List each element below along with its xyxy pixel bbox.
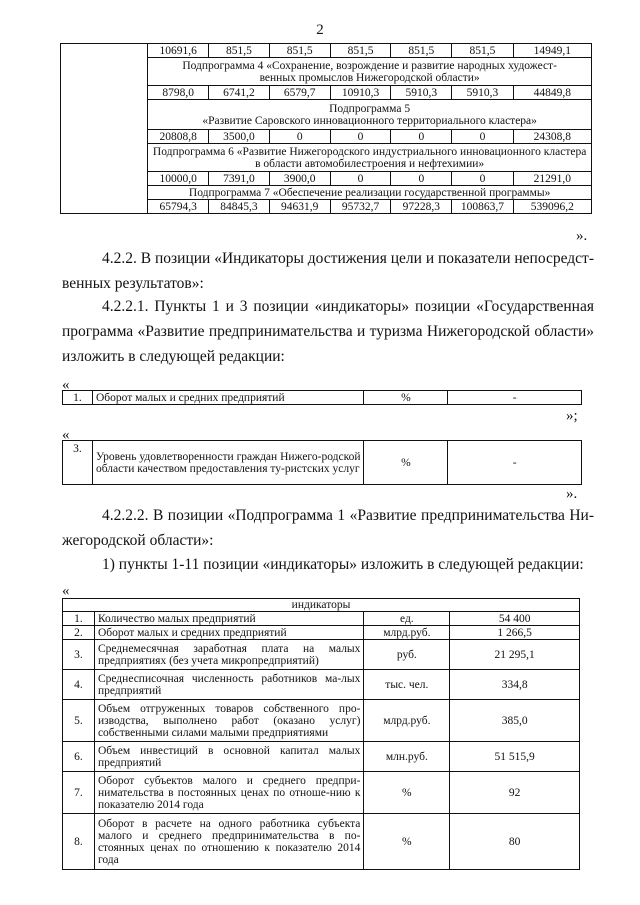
cell: 0 <box>452 172 513 186</box>
cell: 0 <box>391 130 452 144</box>
table-row <box>63 742 580 772</box>
row-number: 5. <box>63 700 95 742</box>
cell: 84845,3 <box>209 200 270 214</box>
indicator-unit: % <box>364 441 448 485</box>
cell: 8798,0 <box>148 86 209 100</box>
cell: 6579,7 <box>269 86 330 100</box>
row-number: 1. <box>63 391 93 405</box>
indicator-name: Количество малых предприятий <box>94 612 363 626</box>
cell: 10000,0 <box>148 172 209 186</box>
row-number: 3. <box>63 441 93 485</box>
left-blank-cell <box>61 44 148 214</box>
indicator-name: Оборот малых и средних предприятий <box>94 626 363 640</box>
cell: 20808,8 <box>148 130 209 144</box>
subprogram-5-name: «Развитие Саровского инновационного территориального кластера» <box>202 114 537 127</box>
cell: 5910,3 <box>452 86 513 100</box>
table-row <box>63 814 580 870</box>
indicator-unit: % <box>364 772 450 814</box>
opening-quote: « <box>62 583 70 599</box>
indicator-name: Уровень удовлетворенности граждан Нижего-родской области качеством предоставления ту-ристских услуг <box>92 441 364 485</box>
cell: 65794,3 <box>148 200 209 214</box>
indicator-name: Объем отгруженных товаров собственного про-изводства, выполнено работ (оказано услуг) собственными силами малыми предприятиями <box>94 700 363 742</box>
table-row <box>63 772 580 814</box>
cell: 0 <box>330 172 391 186</box>
cell: 94631,9 <box>269 200 330 214</box>
cell: 0 <box>269 130 330 144</box>
indicator-name: Объем инвестиций в основной капитал малых предприятий <box>94 742 363 772</box>
indicator-unit: тыс. чел. <box>364 670 450 700</box>
closing-quote: »; <box>566 408 578 424</box>
indicator-value: 21 295,1 <box>450 640 580 670</box>
indicator-table-1 <box>62 390 582 405</box>
cell: 24308,8 <box>513 130 591 144</box>
indicator-value: 1 266,5 <box>450 626 580 640</box>
indicator-table-3 <box>62 440 582 485</box>
table-row <box>63 670 580 700</box>
subprogram-6: Подпрограмма 6 «Развитие Нижегородского индустриального инновационного кластера в области автомобилестроения и нефтехимии» <box>148 144 592 172</box>
cell: 851,5 <box>391 44 452 58</box>
subprogram-5 <box>148 100 592 130</box>
opening-quote: « <box>62 377 70 393</box>
indicator-value: 51 515,9 <box>450 742 580 772</box>
page-number: 2 <box>316 22 324 38</box>
table-row <box>63 626 580 640</box>
row-number: 6. <box>63 742 95 772</box>
cell: 851,5 <box>209 44 270 58</box>
indicator-value: - <box>448 441 582 485</box>
cell: 97228,3 <box>391 200 452 214</box>
indicator-unit: % <box>364 391 448 405</box>
row-number: 7. <box>63 772 95 814</box>
row-number: 4. <box>63 670 95 700</box>
indicator-value: 385,0 <box>450 700 580 742</box>
indicator-unit: % <box>364 814 450 870</box>
table-row <box>63 612 580 626</box>
row-number: 3. <box>63 640 95 670</box>
closing-quote: ». <box>566 486 578 502</box>
cell: 10910,3 <box>330 86 391 100</box>
indicator-value: 54 400 <box>450 612 580 626</box>
cell: 10691,6 <box>148 44 209 58</box>
cell: 95732,7 <box>330 200 391 214</box>
cell: 21291,0 <box>513 172 591 186</box>
closing-quote: ». <box>576 228 588 244</box>
row-number: 8. <box>63 814 95 870</box>
paragraph-4-2-2: 4.2.2. В позиции «Индикаторы достижения цели и показатели непосредст-венных результатов»: <box>62 250 594 292</box>
indicator-value: 80 <box>450 814 580 870</box>
cell: 100863,7 <box>452 200 513 214</box>
row-number: 2. <box>63 626 95 640</box>
subprogram-7: Подпрограмма 7 «Обеспечение реализации государственной программы» <box>148 186 592 200</box>
cell: 851,5 <box>330 44 391 58</box>
table-row <box>63 700 580 742</box>
cell: 44849,8 <box>513 86 591 100</box>
cell: 0 <box>452 130 513 144</box>
cell: 851,5 <box>269 44 330 58</box>
table-row <box>63 640 580 670</box>
indicator-unit: ед. <box>364 612 450 626</box>
cell: 7391,0 <box>209 172 270 186</box>
indicator-name: Среднесписочная численность работников ма-лых предприятий <box>94 670 363 700</box>
indicator-unit: руб. <box>364 640 450 670</box>
paragraph-4-2-2-2: 4.2.2.2. В позиции «Подпрограмма 1 «Развитие предпринимательства Ни-жегородской области»: <box>62 507 594 549</box>
cell: 14949,1 <box>513 44 591 58</box>
indicator-unit: млн.руб. <box>364 742 450 772</box>
indicator-name: Оборот в расчете на одного работника субъекта малого и среднего предпринимательства в по-стоянных ценах по отношению к показателю 2014 года <box>94 814 363 870</box>
paragraph-item-1: 1) пункты 1-11 позиции «индикаторы» изложить в следующей редакции: <box>102 556 584 573</box>
paragraph-4-2-2-1: 4.2.2.1. Пункты 1 и 3 позиции «индикаторы» позиции «Государственная программа «Развитие предпринимательства и туризма Нижегородской области» изложить в следующей редакции: <box>62 298 594 365</box>
indicator-value: 92 <box>450 772 580 814</box>
cell: 5910,3 <box>391 86 452 100</box>
indicator-value: - <box>448 391 582 405</box>
indicators-table <box>62 598 580 870</box>
indicator-unit: млрд.руб. <box>364 700 450 742</box>
indicator-value: 334,8 <box>450 670 580 700</box>
cell: 0 <box>391 172 452 186</box>
opening-quote: « <box>62 427 70 443</box>
indicator-name: Оборот малых и средних предприятий <box>92 391 364 405</box>
funding-table <box>60 43 592 214</box>
indicator-unit: млрд.руб. <box>364 626 450 640</box>
cell: 3500,0 <box>209 130 270 144</box>
cell: 3900,0 <box>269 172 330 186</box>
cell: 539096,2 <box>513 200 591 214</box>
table-header: индикаторы <box>63 599 580 612</box>
subprogram-5-title: Подпрограмма 5 <box>329 102 411 115</box>
subprogram-4: Подпрограмма 4 «Сохранение, возрождение и развитие народных художест-венных промыслов Нижегородской области» <box>148 58 592 86</box>
cell: 851,5 <box>452 44 513 58</box>
cell: 0 <box>330 130 391 144</box>
indicator-name: Оборот субъектов малого и среднего предпри-нимательства в постоянных ценах по отноше-нию к показателю 2014 года <box>94 772 363 814</box>
indicator-name: Среднемесячная заработная плата на малых предприятиях (без учета микропредприятий) <box>94 640 363 670</box>
cell: 6741,2 <box>209 86 270 100</box>
row-number: 1. <box>63 612 95 626</box>
